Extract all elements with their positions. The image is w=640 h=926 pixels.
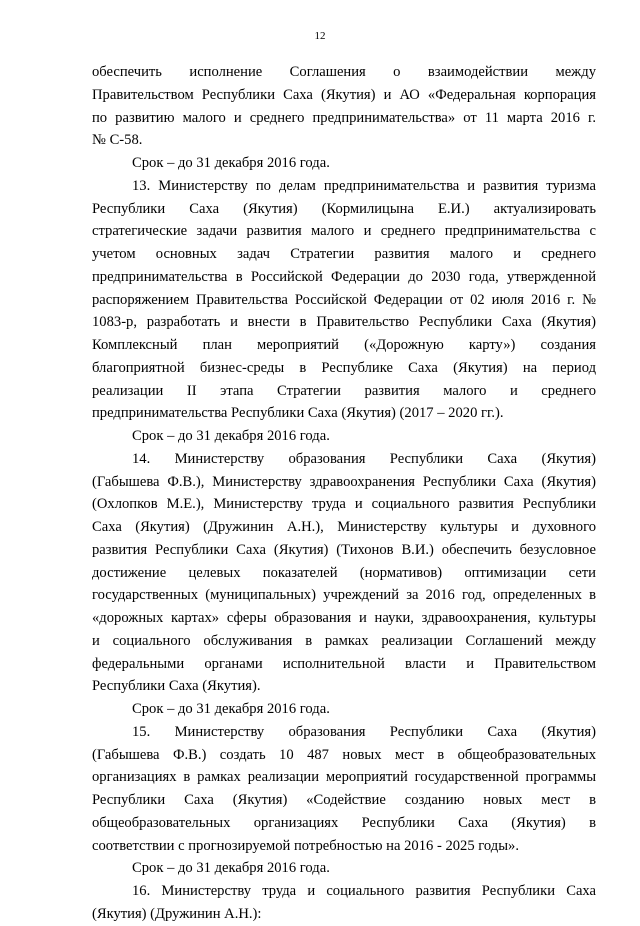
text-line: Срок – до 31 декабря 2016 года. — [132, 155, 330, 171]
text-line: предпринимательства в Российской Федерации до 2030 года, утвержденной — [92, 268, 596, 285]
text-line: Комплексный план мероприятий («Дорожную карту») создания — [92, 337, 596, 353]
text-line: «дорожных картах» сферы образования и науки, здравоохранения, культуры — [92, 610, 596, 626]
text-line: общеобразовательных организациях Республики Саха (Якутия) в — [92, 814, 596, 831]
text-line: учетом основных задач Стратегии развития малого и среднего — [92, 246, 596, 262]
text-line: организациях в рамках реализации мероприятий государственной программы — [92, 769, 596, 786]
text-line: благоприятной бизнес-среды в Республике Саха (Якутия) на период — [92, 359, 596, 376]
text-line: по развитию малого и среднего предпринимательства» от 11 марта 2016 г. — [92, 109, 596, 126]
text-line: Правительством Республики Саха (Якутия) и АО «Федеральная корпорация — [92, 86, 596, 103]
document-body — [92, 61, 596, 926]
text-line: предпринимательства Республики Саха (Якутия) (2017 – 2020 гг.). — [92, 405, 504, 422]
text-line: 13. Министерству по делам предпринимательства и развития туризма — [132, 177, 596, 194]
text-line: Срок – до 31 декабря 2016 года. — [132, 701, 330, 717]
page-number: 12 — [314, 30, 326, 42]
text-line: 15. Министерству образования Республики Саха (Якутия) — [132, 723, 596, 740]
text-line: (Охлопков М.Е.), Министерству труда и социального развития Республики — [92, 496, 596, 513]
text-line: достижение целевых показателей (нормативов) оптимизации сети — [92, 564, 596, 581]
text-line: распоряжением Правительства Российской Федерации от 02 июля 2016 г. № — [92, 291, 596, 308]
text-line: 14. Министерству образования Республики Саха (Якутия) — [132, 450, 596, 467]
text-line: (Габышева Ф.В.), Министерству здравоохранения Республики Саха (Якутия) — [92, 473, 596, 490]
text-line: Республики Саха (Якутия). — [92, 678, 261, 695]
text-line: и социального обслуживания в рамках реализации Соглашений между — [92, 632, 596, 649]
text-line: Республики Саха (Якутия) (Кормилицына Е.И.) актуализировать — [92, 200, 596, 217]
text-line: обеспечить исполнение Соглашения о взаимодействии между — [92, 64, 596, 80]
text-line: (Габышева Ф.В.) создать 10 487 новых мест в общеобразовательных — [92, 746, 596, 763]
text-line: Саха (Якутия) (Дружинин А.Н.), Министерству культуры и духовного — [92, 519, 596, 535]
text-line: развития Республики Саха (Якутия) (Тихонов В.И.) обеспечить безусловное — [92, 541, 596, 558]
text-line: № С-58. — [92, 132, 143, 149]
text-line: государственных (муниципальных) учреждений за 2016 год, определенных в — [92, 587, 596, 604]
text-line: (Якутия) (Дружинин А.Н.): — [92, 905, 262, 922]
text-line: Республики Саха (Якутия) «Содействие созданию новых мест в — [92, 792, 596, 808]
text-line: 1083-р, разработать и внести в Правительство Республики Саха (Якутия) — [92, 314, 596, 331]
text-line: реализации II этапа Стратегии развития малого и среднего — [92, 382, 596, 399]
text-line: федеральными органами исполнительной власти и Правительством — [92, 655, 596, 672]
text-line: стратегические задачи развития малого и среднего предпринимательства с — [92, 223, 596, 240]
text-line: 16. Министерству труда и социального развития Республики Саха — [132, 883, 596, 899]
text-line: соответствии с прогнозируемой потребностью на 2016 - 2025 годы». — [92, 837, 519, 854]
text-line: Срок – до 31 декабря 2016 года. — [132, 860, 330, 877]
text-line: Срок – до 31 декабря 2016 года. — [132, 428, 330, 444]
